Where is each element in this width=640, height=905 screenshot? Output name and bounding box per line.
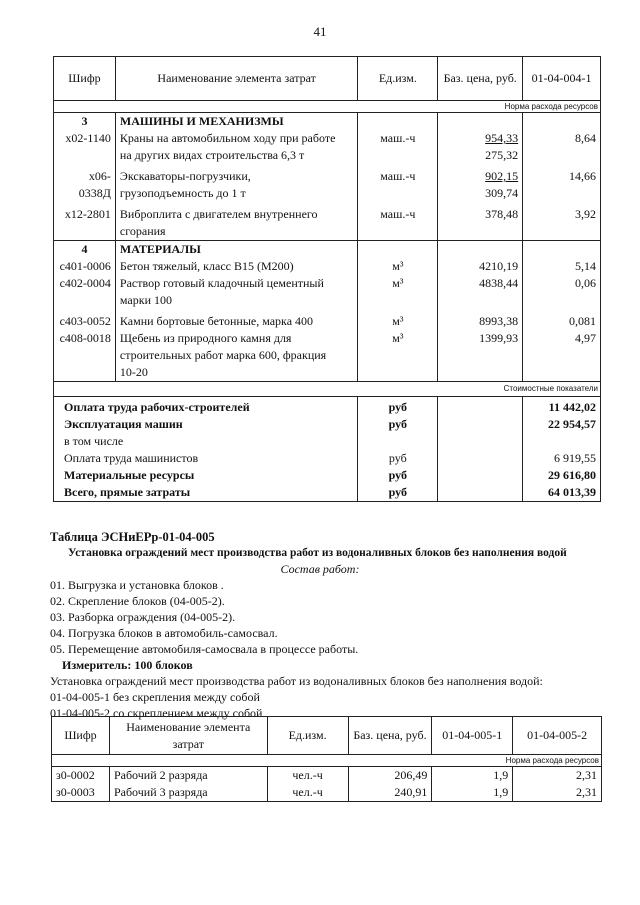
- row-name: Виброплита с двигателем внутреннего: [119, 207, 318, 221]
- table-row: [54, 164, 601, 202]
- row-code: з0-0002: [52, 767, 110, 785]
- total-row: [54, 416, 601, 433]
- section-number: 4: [54, 241, 116, 259]
- total-value: 11 442,02: [523, 397, 601, 417]
- col-header-norm: 01-04-004-1: [523, 57, 601, 101]
- row-code: х02-1140: [54, 130, 116, 164]
- col-header-norm-2: 01-04-005-2: [513, 717, 602, 755]
- table-row: [54, 202, 601, 241]
- total-label: Всего, прямые затраты: [54, 484, 358, 502]
- row-norm: 8,64: [523, 130, 601, 164]
- row-price: 902,15: [485, 169, 519, 183]
- col-header-code: Шифр: [54, 57, 116, 101]
- row-name: Рабочий 3 разряда: [109, 784, 267, 802]
- row-code: з0-0003: [52, 784, 110, 802]
- total-unit: руб: [358, 416, 438, 433]
- row-name: Раствор готовый кладочный цементный: [119, 276, 324, 290]
- row-name: Камни бортовые бетонные, марка 400: [115, 309, 357, 330]
- work-item: 01. Выгрузка и установка блоков .: [50, 578, 224, 592]
- row-price-2: 309,74: [485, 186, 519, 200]
- row-code: с401-0006: [54, 258, 116, 275]
- resource-table-2: [51, 716, 602, 802]
- total-value: 64 013,39: [523, 484, 601, 502]
- row-name-cont: грузоподъемность до 1 т: [119, 186, 246, 200]
- total-row: [54, 467, 601, 484]
- row-norm-1: 1,9: [432, 767, 513, 785]
- table-title: Таблица ЭСНиЕРр-01-04-005: [50, 530, 215, 544]
- row-code: с403-0052: [54, 309, 116, 330]
- total-row: [54, 433, 601, 450]
- col-header-norm-1: 01-04-005-1: [432, 717, 513, 755]
- row-name-cont: на других видах строительства 6,3 т: [119, 148, 305, 162]
- row-name-cont: сгорания: [119, 224, 166, 238]
- row-norm: 0,081: [523, 309, 601, 330]
- variant-item: 01-04-005-2 со скреплением между собой: [50, 706, 263, 720]
- row-price: 1399,93: [438, 330, 523, 382]
- row-code: с402-0004: [54, 275, 116, 309]
- table-subtitle: Установка ограждений мест производства работ из водоналивных блоков без наполнения водой: [68, 547, 567, 559]
- work-item: 02. Скрепление блоков (04-005-2).: [50, 594, 225, 608]
- row-code: х12-2801: [54, 202, 116, 241]
- total-unit: руб: [358, 450, 438, 467]
- row-norm: 4,97: [523, 330, 601, 382]
- resource-table-1: [53, 56, 601, 502]
- norm-label: Норма расхода ресурсов: [54, 101, 601, 113]
- col-header-price: Баз. цена, руб.: [438, 57, 523, 101]
- row-norm: 0,06: [523, 275, 601, 309]
- row-norm-2: 2,31: [513, 784, 602, 802]
- row-name: Экскаваторы-погрузчики,: [119, 169, 251, 183]
- row-unit: м³: [358, 258, 438, 275]
- cost-label: Стоимостные показатели: [54, 382, 601, 397]
- row-unit: м³: [358, 309, 438, 330]
- description: Установка ограждений мест производства работ из водоналивных блоков без наполнения водой:: [50, 674, 543, 688]
- norm-label: Норма расхода ресурсов: [52, 755, 602, 767]
- section-number: 3: [54, 113, 116, 131]
- row-price: 8993,38: [438, 309, 523, 330]
- total-row: [54, 397, 601, 417]
- row-norm-2: 2,31: [513, 767, 602, 785]
- row-unit: м³: [358, 330, 438, 382]
- total-value: 29 616,80: [523, 467, 601, 484]
- row-unit: чел.-ч: [267, 784, 348, 802]
- variant-item: 01-04-005-1 без скрепления между собой: [50, 690, 260, 704]
- row-unit: маш.-ч: [358, 164, 438, 202]
- row-name-cont: строительных работ марка 600, фракция: [119, 348, 327, 362]
- row-code: с408-0018: [54, 330, 116, 382]
- work-item: 03. Разборка ограждения (04-005-2).: [50, 610, 236, 624]
- row-name: Рабочий 2 разряда: [109, 767, 267, 785]
- row-price: 4838,44: [438, 275, 523, 309]
- row-code: х06-0338Д: [54, 164, 116, 202]
- col-header-unit: Ед.изм.: [358, 57, 438, 101]
- row-price-2: 275,32: [485, 148, 519, 162]
- page-number: 41: [313, 24, 327, 39]
- total-label: Оплата труда машинистов: [54, 450, 358, 467]
- table-row: [54, 309, 601, 330]
- measure: Измеритель: 100 блоков: [62, 658, 193, 672]
- table-row: [54, 275, 601, 309]
- col-header-name: Наименование элемента затрат: [109, 717, 267, 755]
- section-row: [54, 241, 601, 259]
- row-norm: 5,14: [523, 258, 601, 275]
- total-label: Оплата труда рабочих-строителей: [54, 397, 358, 417]
- row-price: 4210,19: [438, 258, 523, 275]
- row-norm: 14,66: [523, 164, 601, 202]
- total-label: Эксплуатация машин: [54, 416, 358, 433]
- total-value: 22 954,57: [523, 416, 601, 433]
- row-price: 954,33: [485, 131, 519, 145]
- row-name-cont: марки 100: [119, 293, 173, 307]
- row-norm: 3,92: [523, 202, 601, 241]
- total-value: 6 919,55: [523, 450, 601, 467]
- total-unit: руб: [358, 397, 438, 417]
- table-row: [54, 130, 601, 164]
- total-row: [54, 450, 601, 467]
- row-unit: маш.-ч: [358, 130, 438, 164]
- table-row: [54, 258, 601, 275]
- total-unit: руб: [358, 484, 438, 502]
- row-name: Щебень из природного камня для: [119, 331, 292, 345]
- row-norm-1: 1,9: [432, 784, 513, 802]
- total-unit: руб: [358, 467, 438, 484]
- row-price: 378,48: [438, 202, 523, 241]
- table-row: [54, 330, 601, 382]
- row-unit: м³: [358, 275, 438, 309]
- row-name-cont: 10-20: [119, 365, 148, 379]
- col-header-name: Наименование элемента затрат: [115, 57, 357, 101]
- works-title: Состав работ:: [280, 562, 360, 576]
- col-header-code: Шифр: [52, 717, 110, 755]
- total-label: в том числе: [54, 433, 358, 450]
- row-name: Бетон тяжелый, класс В15 (М200): [115, 258, 357, 275]
- total-label: Материальные ресурсы: [54, 467, 358, 484]
- row-price: 240,91: [348, 784, 432, 802]
- table-row: [52, 767, 602, 785]
- row-price: 206,49: [348, 767, 432, 785]
- section-title: МАШИНЫ И МЕХАНИЗМЫ: [115, 113, 357, 131]
- total-row: [54, 484, 601, 502]
- col-header-unit: Ед.изм.: [267, 717, 348, 755]
- work-item: 04. Погрузка блоков в автомобиль-самосвал.: [50, 626, 278, 640]
- col-header-price: Баз. цена, руб.: [348, 717, 432, 755]
- work-item: 05. Перемещение автомобиля-самосвала в процессе работы.: [50, 642, 359, 656]
- row-unit: чел.-ч: [267, 767, 348, 785]
- section-row: [54, 113, 601, 131]
- row-name: Краны на автомобильном ходу при работе: [119, 131, 336, 145]
- row-unit: маш.-ч: [358, 202, 438, 241]
- section-title: МАТЕРИАЛЫ: [115, 241, 357, 259]
- table-row: [52, 784, 602, 802]
